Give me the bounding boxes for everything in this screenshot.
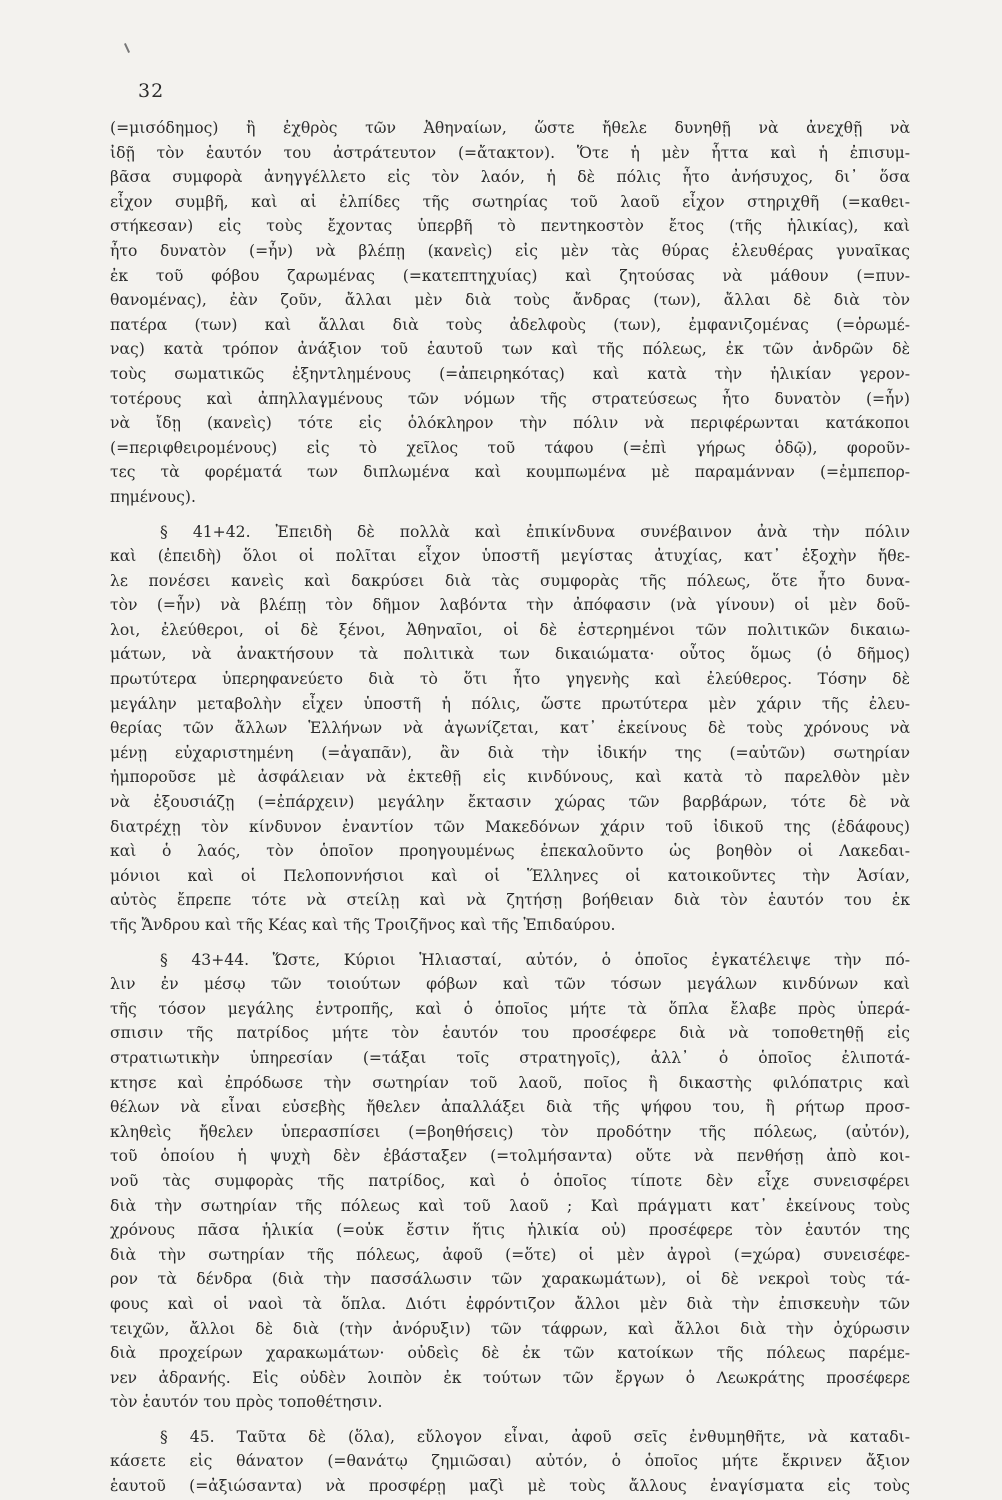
text-line: τες τὰ φορέματά των διπλωμένα καὶ κουμπωμένα μὲ παραμάνναν (=ἐμπεπορ- <box>110 463 910 482</box>
stray-ink-mark <box>124 43 130 53</box>
text-line: νεν ἀδρανής. Εἰς οὐδὲν λοιπὸν ἐκ τούτων τῶν ἔργων ὁ Λεωκράτης προσέφερε <box>110 1368 910 1387</box>
text-line: ἐκ τοῦ φόβου ζαρωμένας (=κατεπτηχυίας) καὶ ζητούσας νὰ μάθουν (=πυν- <box>110 266 910 285</box>
text-line: τῆς Ἄνδρου καὶ τῆς Κέας καὶ τῆς Τροιζῆνος καὶ τῆς Ἐπιδαύρου. <box>110 916 616 934</box>
text-line: ρον τὰ δένδρα (διὰ τὴν πασσάλωσιν τῶν χαρακωμάτων), οἱ δὲ νεκροὶ τοὺς τά- <box>110 1270 910 1289</box>
text-line: νὰ ἴδῃ (κανεὶς) τότε εἰς ὁλόκληρον τὴν πόλιν νὰ περιφέρωνται κατάκοποι <box>110 414 910 433</box>
text-line: (=περιφθειρομένους) εἰς τὸ χεῖλος τοῦ τάφου (=ἐπὶ γήρως ὁδῷ), φοροῦν- <box>110 438 910 457</box>
text-line: θανομένας), ἐὰν ζοῦν, ἄλλαι μὲν διὰ τοὺς ἄνδρας (των), ἄλλαι δὲ διὰ τὸν <box>110 291 910 310</box>
text-line: (=μισόδημος) ἢ ἐχθρὸς τῶν Ἀθηναίων, ὥστε ἤθελε δυνηθῇ νὰ ἀνεχθῇ νὰ <box>110 119 910 137</box>
text-line: κάσετε εἰς θάνατον (=θανάτῳ ζημιῶσαι) αὐτόν, ὁ ὁποῖος μήτε ἔκρινεν ἄξιον <box>110 1452 910 1471</box>
text-line: τῆς τόσον μεγάλης ἐντροπῆς, καὶ ὁ ὁποῖος μήτε τὰ ὅπλα ἔλαβε πρὸς ὑπερά- <box>110 999 910 1018</box>
text-line: νὰ ἐξουσιάζῃ (=ἐπάρχειν) μεγάλην ἔκτασιν χώρας τῶν βαρβάρων, τότε δὲ νὰ <box>110 793 910 812</box>
paragraph-p2 <box>110 520 910 938</box>
text-line: λοι, ἐλεύθεροι, οἱ δὲ ξένοι, Ἀθηναῖοι, οἱ δὲ ἐστερημένοι τῶν πολιτικῶν δικαιω- <box>110 620 910 639</box>
text-line: μένῃ εὐχαριστημένη (=ἀγαπᾶν), ἂν διὰ τὴν ἰδικήν της (=αὐτῶν) σωτηρίαν <box>110 743 910 762</box>
text-line: στρατιωτικὴν ὑπηρεσίαν (=τάξαι τοῖς στρατηγοῖς), ἀλλ᾽ ὁ ὁποῖος ἐλιποτά- <box>110 1048 910 1067</box>
body-text <box>110 116 910 1499</box>
text-line: σπισιν τῆς πατρίδος μήτε τὸν ἑαυτόν του προσέφερε διὰ νὰ τοποθετηθῇ εἰς <box>110 1024 910 1043</box>
text-line: διὰ προχείρων χαρακωμάτων· οὐδεὶς δὲ ἐκ τῶν κατοίκων τῆς πόλεως παρέμε- <box>110 1344 910 1363</box>
text-line: διὰ τὴν σωτηρίαν τῆς πόλεως καὶ τοῦ λαοῦ ; Καὶ πράγματι κατ᾽ ἐκείνους τοὺς <box>110 1196 910 1215</box>
text-line: νοῦ τὰς συμφορὰς τῆς πατρίδος, καὶ ὁ ὁποῖος τίποτε δὲν εἶχε συνεισφέρει <box>110 1171 910 1190</box>
text-line: μεγάλην μεταβολὴν εἶχεν ὑποστῆ ἡ πόλις, ὥστε πρωτύτερα μὲν χάριν τῆς ἐλευ- <box>110 694 910 713</box>
paragraph-gap <box>110 938 910 948</box>
text-line: αὐτὸς ἔπρεπε τότε νὰ στείλῃ καὶ νὰ ζητήσῃ βοήθειαν διὰ τὸν ἑαυτόν του ἐκ <box>110 891 910 910</box>
text-line: νας) κατὰ τρόπον ἀνάξιον τοῦ ἑαυτοῦ των καὶ τῆς πόλεως, ἐκ τῶν ἀνδρῶν δὲ <box>110 340 910 359</box>
text-line: πατέρα (των) καὶ ἄλλαι διὰ τοὺς ἀδελφοὺς (των), ἐμφανιζομένας (=ὁρωμέ- <box>110 315 910 334</box>
text-line: τὸν (=ἦν) νὰ βλέπῃ τὸν δῆμον λαβόντα τὴν ἀπόφασιν (νὰ γίνουν) οἱ μὲν δοῦ- <box>110 596 910 615</box>
text-line: διὰ τὴν σωτηρίαν τῆς πόλεως, ἀφοῦ (=ὅτε) οἱ μὲν ἀγροὶ (=χώρα) συνεισέφε- <box>110 1245 910 1264</box>
text-line: κληθεὶς ἤθελεν ὑπερασπίσει (=βοηθήσεις) τὸν προδότην τῆς πόλεως, (αὐτόν), <box>110 1122 910 1141</box>
text-line: φους καὶ οἱ ναοὶ τὰ ὅπλα. Διότι ἐφρόντιζον ἄλλοι μὲν διὰ τὴν ἐπισκευὴν τῶν <box>110 1294 910 1313</box>
text-line: λε πονέσει κανεὶς καὶ δακρύσει διὰ τὰς συμφορὰς τῆς πόλεως, ὅτε ἦτο δυνα- <box>110 571 910 590</box>
text-line: τὸν ἑαυτόν του πρὸς τοποθέτησιν. <box>110 1393 383 1412</box>
text-line: μάτων, νὰ ἀνακτήσουν τὰ πολιτικὰ των δικαιώματα· οὗτος ὅμως (ὁ δῆμος) <box>110 645 910 664</box>
text-line: βᾶσα συμφορὰ ἀνηγγέλλετο εἰς τὸν λαόν, ἡ δὲ πόλις ἦτο ἀνήσυχος, δι᾽ ὅσα <box>110 168 910 187</box>
text-line: καὶ ὁ λαός, τὸν ὁποῖον προηγουμένως ἐπεκαλοῦντο ὡς βοηθὸν οἱ Λακεδαι- <box>110 842 910 861</box>
text-line: ἰδῇ τὸν ἑαυτόν του ἀστράτευτον (=ἄτακτον). Ὅτε ἡ μὲν ἧττα καὶ ἡ ἐπισυμ- <box>110 143 910 162</box>
text-line: πρωτύτερα ὑπερηφανεύετο διὰ τὸ ὅτι ἦτο γηγενὴς καὶ ἐλεύθερος. Τόσην δὲ <box>110 670 910 689</box>
text-line: θέλων νὰ εἶναι εὐσεβὴς ἤθελεν ἀπαλλάξει διὰ τῆς ψήφου του, ἢ ρήτωρ προσ- <box>110 1098 910 1117</box>
paragraph-p3 <box>110 948 910 1415</box>
text-line: ἦτο δυνατὸν (=ἦν) νὰ βλέπῃ (κανεὶς) εἰς μὲν τὰς θύρας ἐλευθέρας γυναῖκας <box>110 241 910 260</box>
text-line: πημένους). <box>110 487 196 506</box>
paragraph-gap <box>110 510 910 520</box>
text-line: θερίας τῶν ἄλλων Ἑλλήνων νὰ ἀγωνίζεται, κατ᾽ ἐκείνους δὲ τοὺς χρόνους νὰ <box>110 719 910 738</box>
text-line: τειχῶν, ἄλλοι δὲ διὰ (τὴν ἀνόρυξιν) τῶν τάφρων, καὶ ἄλλοι διὰ τὴν ὀχύρωσιν <box>110 1319 910 1338</box>
text-line: διατρέχῃ τὸν κίνδυνον ἐναντίον τῶν Μακεδόνων χάριν τοῦ ἰδικοῦ της (ἐδάφους) <box>110 817 910 836</box>
paragraph-p4 <box>110 1425 910 1499</box>
text-line: μόνιοι καὶ οἱ Πελοποννήσιοι καὶ οἱ Ἕλληνες οἱ κατοικοῦντες τὴν Ἀσίαν, <box>110 866 910 885</box>
paragraph-gap <box>110 1415 910 1425</box>
text-line: καὶ (ἐπειδὴ) ὅλοι οἱ πολῖται εἶχον ὑποστῆ μεγίστας ἀτυχίας, κατ᾽ ἐξοχὴν ἤθε- <box>110 547 910 566</box>
text-line: τοῦ ὁποίου ἡ ψυχὴ δὲν ἐβάσταξεν (=τολμήσαντα) οὔτε νὰ πενθήσῃ ἀπὸ κοι- <box>110 1147 910 1166</box>
text-line: λιν ἐν μέσῳ τῶν τοιούτων φόβων καὶ τῶν τόσων μεγάλων κινδύνων καὶ <box>110 975 910 994</box>
text-line: χρόνους πᾶσα ἡλικία (=οὐκ ἔστιν ἥτις ἡλικία οὐ) προσέφερε τὸν ἑαυτόν της <box>110 1221 910 1240</box>
page-number: 32 <box>138 80 165 102</box>
text-line: κτησε καὶ ἐπρόδωσε τὴν σωτηρίαν τοῦ λαοῦ, ποῖος ἢ δικαστὴς φιλόπατρις καὶ <box>110 1073 910 1092</box>
text-line: τοτέρους καὶ ἀπηλλαγμένους τῶν νόμων τῆς στρατεύσεως ἦτο δυνατὸν (=ἦν) <box>110 389 910 408</box>
text-line: ἠμποροῦσε μὲ ἀσφάλειαν νὰ ἐκτεθῇ εἰς κινδύνους, καὶ κατὰ τὸ παρελθὸν μὲν <box>110 768 910 787</box>
text-line: § 43+44. Ὥστε, Κύριοι Ἡλιασταί, αὐτόν, ὁ ὁποῖος ἐγκατέλειψε τὴν πό- <box>160 950 910 969</box>
text-line: § 45. Ταῦτα δὲ (ὅλα), εὔλογον εἶναι, ἀφοῦ σεῖς ἐνθυμηθῆτε, νὰ καταδι- <box>160 1427 910 1446</box>
text-line: τοὺς σωματικῶς ἐξηντλημένους (=ἀπειρηκότας) καὶ κατὰ τὴν ἡλικίαν γερον- <box>110 364 910 383</box>
paragraph-p1 <box>110 116 910 510</box>
text-line: εἶχον συμβῆ, καὶ αἱ ἐλπίδες τῆς σωτηρίας τοῦ λαοῦ εἶχον στηριχθῆ (=καθει- <box>110 192 910 211</box>
text-line: στήκεσαν) εἰς τοὺς ἔχοντας ὑπερβῆ τὸ πεντηκοστὸν ἔτος (τῆς ἡλικίας), καὶ <box>110 217 910 236</box>
text-line: § 41+42. Ἐπειδὴ δὲ πολλὰ καὶ ἐπικίνδυνα συνέβαινον ἀνὰ τὴν πόλιν <box>160 522 910 541</box>
text-line: ἑαυτοῦ (=ἀξιώσαντα) νὰ προσφέρῃ μαζὶ μὲ τοὺς ἄλλους ἐναγίσματα εἰς τοὺς <box>110 1477 910 1496</box>
